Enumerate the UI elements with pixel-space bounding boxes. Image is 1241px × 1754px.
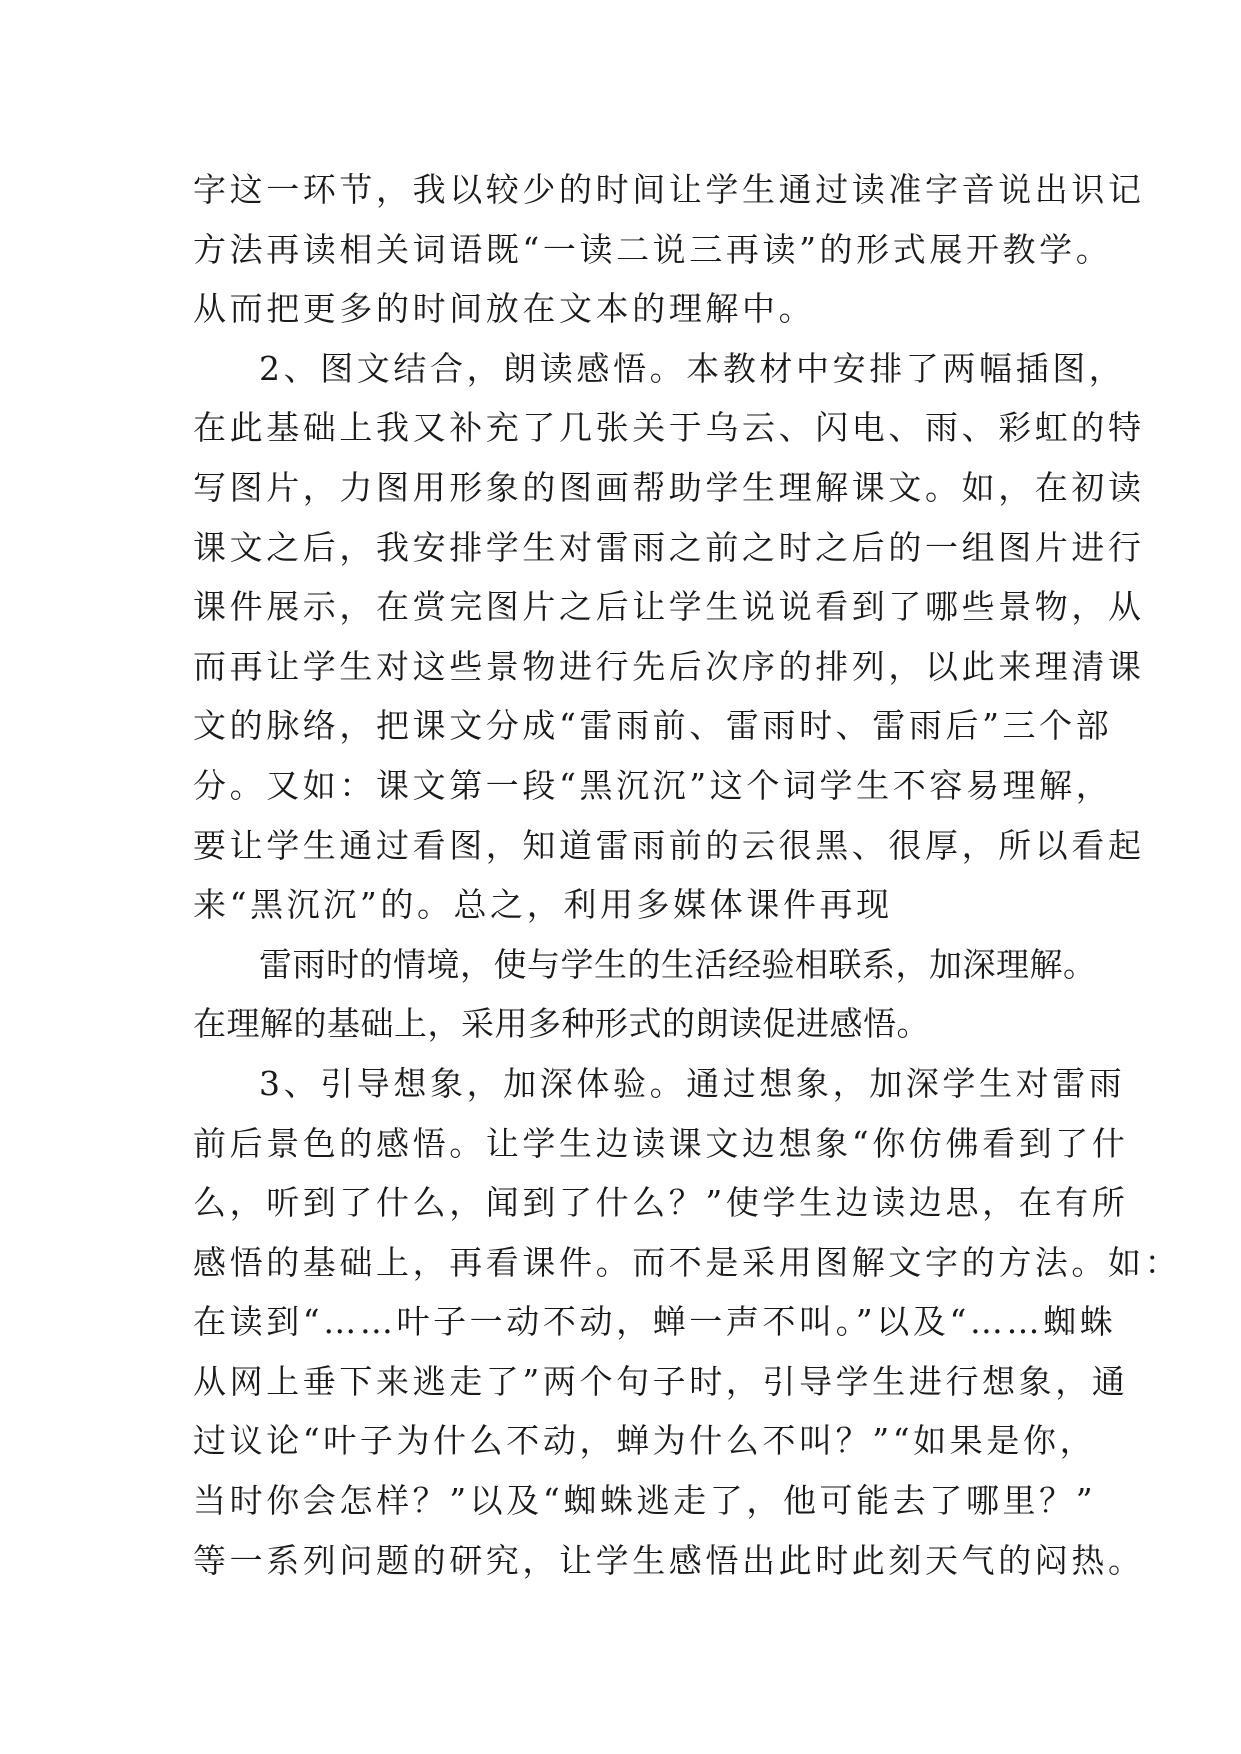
text-line: 要让学生通过看图，知道雷雨前的云很黑、很厚，所以看起 (193, 825, 1145, 865)
text-line: 文的脉络，把课文分成“雷雨前、雷雨时、雷雨后”三个部 (193, 706, 1113, 746)
text-line: 么，听到了什么，闻到了什么？”使学生边读边思，在有所 (193, 1183, 1129, 1223)
text-line: 课文之后，我安排学生对雷雨之前之时之后的一组图片进行 (193, 527, 1145, 567)
text-line: 字这一环节，我以较少的时间让学生通过读准字音说出识记 (193, 170, 1145, 209)
text-line: 感悟的基础上，再看课件。而不是采用图解文字的方法。如： (193, 1242, 1182, 1282)
text-line: 在读到“……叶子一动不动，蝉一声不叫。”以及“……蜘蛛 (193, 1302, 1117, 1342)
text-line: 前后景色的感悟。让学生边读课文边想象“你仿佛看到了什 (193, 1123, 1129, 1163)
body-text (193, 160, 1182, 1590)
text-line: 写图片，力图用形象的图画帮助学生理解课文。如，在初读 (193, 467, 1145, 507)
text-line: 方法再读相关词语既“一读二说三再读”的形式展开教学。 (193, 229, 1113, 269)
text-line: 而再让学生对这些景物进行先后次序的排列，以此来理清课 (193, 646, 1145, 686)
text-line: 过议论“叶子为什么不动，蝉为什么不叫？”“如果是你， (193, 1421, 1097, 1461)
paragraph-heading-2: 2、图文结合，朗读感悟。本教材中安排了两幅插图， (259, 348, 1126, 388)
text-line: 课件展示，在赏完图片之后让学生说说看到了哪些景物，从 (193, 587, 1145, 627)
text-line: 从网上垂下来逃走了”两个句子时，引导学生进行想象，通 (193, 1361, 1129, 1401)
text-line: 来“黑沉沉”的。总之，利用多媒体课件再现 (193, 885, 893, 925)
text-line: 从而把更多的时间放在文本的理解中。 (193, 289, 816, 329)
text-line: 在理解的基础上，采用多种形式的朗读促进感悟。 (193, 1004, 930, 1044)
text-line: 当时你会怎样？”以及“蜘蛛逃走了，他可能去了哪里？” (193, 1481, 1097, 1521)
paragraph-heading-3: 3、引导想象，加深体验。通过想象，加深学生对雷雨 (259, 1063, 1126, 1103)
text-line: 在此基础上我又补充了几张关于乌云、闪电、雨、彩虹的特 (193, 408, 1145, 448)
paragraph-start: 雷雨时的情境，使与学生的生活经验相联系，加深理解。 (259, 944, 1097, 984)
text-line: 等一系列问题的研究，让学生感悟出此时此刻天气的闷热。 (193, 1540, 1145, 1580)
text-line: 分。又如：课文第一段“黑沉沉”这个词学生不容易理解， (193, 765, 1113, 805)
